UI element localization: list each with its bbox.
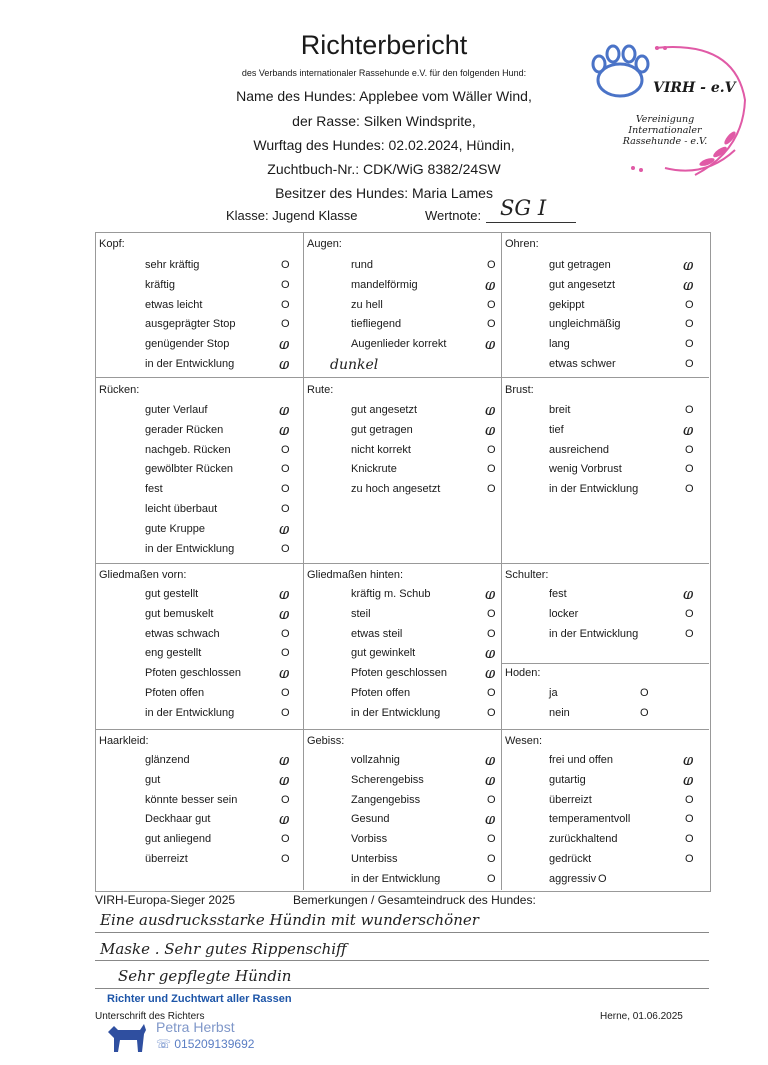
criterion-label: ja bbox=[549, 687, 558, 699]
criterion-label: wenig Vorbrust bbox=[549, 463, 622, 475]
grid-divider bbox=[95, 729, 709, 730]
checkbox-checked[interactable]: ⱷ bbox=[485, 810, 496, 828]
criterion-label: gut bemuskelt bbox=[145, 608, 214, 620]
criterion-label: Pfoten geschlossen bbox=[145, 667, 242, 679]
wertnote-line bbox=[486, 222, 576, 223]
section-title-haarkleid: Haarkleid: bbox=[99, 735, 149, 747]
checkbox-circle[interactable]: O bbox=[281, 707, 290, 719]
studbook-line: Zuchtbuch-Nr.: CDK/WiG 8382/24SW bbox=[267, 161, 501, 177]
criterion-label: gut angesetzt bbox=[549, 279, 616, 291]
criterion-label: Unterbiss bbox=[351, 853, 398, 865]
checkbox-circle[interactable]: O bbox=[487, 318, 496, 330]
sieger-label: VIRH-Europa-Sieger 2025 bbox=[95, 893, 236, 907]
section-title-gvorn: Gliedmaßen vorn: bbox=[99, 569, 187, 581]
criterion-label: tief bbox=[549, 424, 564, 436]
section-title-augen: Augen: bbox=[307, 238, 342, 250]
criterion-label: überreizt bbox=[549, 794, 592, 806]
criterion-label: könnte besser sein bbox=[145, 794, 238, 806]
checkbox-checked[interactable]: ⱷ bbox=[485, 644, 496, 662]
checkbox-circle[interactable]: O bbox=[487, 794, 496, 806]
criterion-label: lang bbox=[549, 338, 570, 350]
virh-logo bbox=[585, 40, 750, 180]
remark-3: Sehr gepflegte Hündin bbox=[118, 967, 292, 985]
checkbox-checked[interactable]: ⱷ bbox=[485, 771, 496, 789]
criterion-label: in der Entwicklung bbox=[351, 707, 441, 719]
stamp-phone-number: 015209139692 bbox=[174, 1037, 255, 1051]
criterion-label: rund bbox=[351, 259, 374, 271]
section-title-ruecken: Rücken: bbox=[99, 384, 140, 396]
section-title-ghinten: Gliedmaßen hinten: bbox=[307, 569, 403, 581]
checkbox-checked[interactable]: ⱷ bbox=[279, 585, 290, 603]
checkbox-checked[interactable]: ⱷ bbox=[279, 355, 290, 373]
remark-2: Maske . Sehr gutes Rippenschiff bbox=[100, 940, 347, 958]
criterion-label: in der Entwicklung bbox=[145, 707, 235, 719]
section-title-brust: Brust: bbox=[505, 384, 534, 396]
page-subtitle: des Verbands internationaler Rassehunde e.V. für den folgenden Hund: bbox=[241, 68, 527, 78]
checkbox-circle[interactable]: O bbox=[281, 279, 290, 291]
grid-divider bbox=[303, 232, 304, 890]
criterion-label: mandelförmig bbox=[351, 279, 418, 291]
criterion-label: eng gestellt bbox=[145, 647, 202, 659]
grid-divider bbox=[95, 563, 709, 564]
criterion-label: gedrückt bbox=[549, 853, 592, 865]
checkbox-circle[interactable]: O bbox=[487, 259, 496, 271]
klasse-label: Klasse: Jugend Klasse bbox=[226, 208, 358, 223]
criterion-label: gut getragen bbox=[549, 259, 611, 271]
paw-logo-icon bbox=[585, 40, 750, 180]
checkbox-circle[interactable]: O bbox=[685, 444, 694, 456]
checkbox-checked[interactable]: ⱷ bbox=[485, 401, 496, 419]
remark-line bbox=[95, 988, 709, 989]
criterion-label: gut anliegend bbox=[145, 833, 212, 845]
criterion-label: ausreichend bbox=[549, 444, 609, 456]
stamp-title: Richter und Zuchtwart aller Rassen bbox=[107, 993, 292, 1005]
checkbox-circle[interactable]: O bbox=[281, 647, 290, 659]
section-title-gebiss: Gebiss: bbox=[307, 735, 345, 747]
checkbox-circle[interactable]: O bbox=[487, 608, 496, 620]
checkbox-circle[interactable]: O bbox=[685, 833, 694, 845]
checkbox-checked[interactable]: ⱷ bbox=[485, 335, 496, 353]
criterion-label: tiefliegend bbox=[351, 318, 402, 330]
criterion-label: kräftig m. Schub bbox=[351, 588, 431, 600]
criterion-label: sehr kräftig bbox=[145, 259, 200, 271]
page-title: Richterbericht bbox=[300, 30, 468, 60]
checkbox-checked[interactable]: ⱷ bbox=[683, 751, 694, 769]
criterion-label: locker bbox=[549, 608, 579, 620]
checkbox-circle[interactable]: O bbox=[685, 813, 694, 825]
checkbox-circle[interactable]: O bbox=[685, 299, 694, 311]
checkbox-checked[interactable]: ⱷ bbox=[485, 751, 496, 769]
criterion-label: Augenlieder korrekt bbox=[351, 338, 447, 350]
checkbox-checked[interactable]: ⱷ bbox=[279, 401, 290, 419]
grid-divider bbox=[501, 232, 502, 890]
criterion-label: glänzend bbox=[145, 754, 190, 766]
logo-tagline-2: Internationaler bbox=[628, 125, 702, 136]
checkbox-circle[interactable]: O bbox=[281, 543, 290, 555]
grid-divider bbox=[95, 377, 709, 378]
checkbox-checked[interactable]: ⱷ bbox=[279, 520, 290, 538]
checkbox-circle[interactable]: O bbox=[487, 873, 496, 885]
remark-line bbox=[95, 960, 709, 961]
checkbox-circle[interactable]: O bbox=[487, 444, 496, 456]
checkbox-circle[interactable]: O bbox=[487, 707, 496, 719]
checkbox-checked[interactable]: ⱷ bbox=[279, 421, 290, 439]
dog-stamp-icon bbox=[104, 1020, 150, 1061]
criterion-label: Scherengebiss bbox=[351, 774, 424, 786]
checkbox-circle[interactable]: O bbox=[487, 833, 496, 845]
checkbox-circle[interactable]: O bbox=[685, 794, 694, 806]
section-title-hoden: Hoden: bbox=[505, 667, 541, 679]
checkbox-checked[interactable]: ⱷ bbox=[683, 771, 694, 789]
criterion-label: ungleichmäßig bbox=[549, 318, 621, 330]
stamp-name: Petra Herbst bbox=[156, 1019, 235, 1035]
checkbox-circle[interactable]: O bbox=[281, 503, 290, 515]
criterion-label: Pfoten offen bbox=[145, 687, 205, 699]
criterion-label: gut gestellt bbox=[145, 588, 199, 600]
criterion-label: in der Entwicklung bbox=[351, 873, 441, 885]
logo-tagline bbox=[610, 114, 720, 147]
criterion-label: in der Entwicklung bbox=[145, 358, 235, 370]
criterion-label: genügender Stop bbox=[145, 338, 230, 350]
dog-name-line: Name des Hundes: Applebee vom Wäller Wind, bbox=[236, 88, 532, 104]
criterion-label: nein bbox=[549, 707, 570, 719]
criterion-label: aggressiv bbox=[549, 873, 597, 885]
remark-1: Eine ausdrucksstarke Hündin mit wunderschöner bbox=[100, 911, 479, 929]
birth-line: Wurftag des Hundes: 02.02.2024, Hündin, bbox=[253, 137, 515, 153]
criterion-label: breit bbox=[549, 404, 571, 416]
bemerkungen-label: Bemerkungen / Gesamteindruck des Hundes: bbox=[293, 893, 536, 907]
criterion-label: in der Entwicklung bbox=[145, 543, 235, 555]
criterion-label: gutartig bbox=[549, 774, 586, 786]
wertnote-label: Wertnote: bbox=[425, 208, 482, 223]
criterion-label: in der Entwicklung bbox=[549, 628, 639, 640]
grid-divider bbox=[501, 663, 709, 664]
checkbox-circle[interactable]: O bbox=[281, 259, 290, 271]
criterion-label: Pfoten geschlossen bbox=[351, 667, 448, 679]
checkbox-checked[interactable]: ⱷ bbox=[279, 664, 290, 682]
criterion-label: guter Verlauf bbox=[145, 404, 208, 416]
checkbox-circle[interactable]: O bbox=[685, 404, 694, 416]
criterion-label: steil bbox=[351, 608, 371, 620]
checkbox-checked[interactable]: ⱷ bbox=[683, 256, 694, 274]
checkbox-circle[interactable]: O bbox=[487, 628, 496, 640]
criterion-label: frei und offen bbox=[549, 754, 614, 766]
criterion-label: Gesund bbox=[351, 813, 390, 825]
criterion-label: gut getragen bbox=[351, 424, 413, 436]
criterion-label: etwas steil bbox=[351, 628, 403, 640]
criterion-label: leicht überbaut bbox=[145, 503, 218, 515]
checkbox-circle[interactable]: O bbox=[281, 794, 290, 806]
logo-tagline-3: Rassehunde - e.V. bbox=[622, 136, 708, 147]
section-title-ohren: Ohren: bbox=[505, 238, 539, 250]
checkbox-circle[interactable]: O bbox=[281, 299, 290, 311]
checkbox-circle[interactable]: O bbox=[685, 853, 694, 865]
date-place: Herne, 01.06.2025 bbox=[600, 1011, 683, 1022]
section-title-rute: Rute: bbox=[307, 384, 334, 396]
criterion-label: vollzahnig bbox=[351, 754, 400, 766]
checkbox-checked[interactable]: ⱷ bbox=[485, 421, 496, 439]
checkbox-checked[interactable]: ⱷ bbox=[279, 751, 290, 769]
criterion-label: fest bbox=[145, 483, 163, 495]
checkbox-checked[interactable]: ⱷ bbox=[485, 276, 496, 294]
criterion-label: überreizt bbox=[145, 853, 188, 865]
criterion-label: zurückhaltend bbox=[549, 833, 618, 845]
checkbox-circle[interactable]: O bbox=[685, 338, 694, 350]
criterion-label: etwas schwach bbox=[145, 628, 220, 640]
checkbox-checked[interactable]: ⱷ bbox=[279, 771, 290, 789]
criterion-label: ausgeprägter Stop bbox=[145, 318, 236, 330]
criterion-label: Zangengebiss bbox=[351, 794, 421, 806]
checkbox-checked[interactable]: ⱷ bbox=[683, 585, 694, 603]
signature-label: Unterschrift des Richters bbox=[95, 1011, 205, 1022]
checkbox-circle[interactable]: O bbox=[281, 444, 290, 456]
logo-name: VIRH - e.V bbox=[653, 80, 736, 96]
checkbox-checked[interactable]: ⱷ bbox=[683, 276, 694, 294]
stamp-phone: ☏ 015209139692 bbox=[156, 1037, 255, 1051]
criterion-label: temperamentvoll bbox=[549, 813, 631, 825]
checkbox-circle[interactable]: O bbox=[487, 483, 496, 495]
criterion-label: fest bbox=[549, 588, 567, 600]
criterion-label: gut angesetzt bbox=[351, 404, 418, 416]
checkbox-checked[interactable]: ⱷ bbox=[485, 585, 496, 603]
section-title-wesen: Wesen: bbox=[505, 735, 543, 747]
criterion-label: gerader Rücken bbox=[145, 424, 224, 436]
criterion-label: zu hell bbox=[351, 299, 383, 311]
criterion-label: kräftig bbox=[145, 279, 175, 291]
checkbox-circle[interactable]: O bbox=[685, 358, 694, 370]
checkbox-circle[interactable]: O bbox=[685, 483, 694, 495]
criterion-label: gut bbox=[145, 774, 161, 786]
checkbox-checked[interactable]: ⱷ bbox=[485, 664, 496, 682]
checkbox-circle[interactable]: O bbox=[685, 628, 694, 640]
checkbox-checked[interactable]: ⱷ bbox=[279, 605, 290, 623]
checkbox-circle[interactable]: O bbox=[281, 833, 290, 845]
criterion-label: Knickrute bbox=[351, 463, 397, 475]
checkbox-circle[interactable]: O bbox=[487, 853, 496, 865]
checkbox-circle[interactable]: O bbox=[281, 483, 290, 495]
checkbox-circle[interactable]: O bbox=[487, 687, 496, 699]
checkbox-circle[interactable]: O bbox=[281, 463, 290, 475]
criterion-label: gute Kruppe bbox=[145, 523, 205, 535]
checkbox-checked[interactable]: ⱷ bbox=[683, 421, 694, 439]
criterion-label: Pfoten offen bbox=[351, 687, 411, 699]
remark-line bbox=[95, 932, 709, 933]
augen-note: dunkel bbox=[330, 357, 379, 373]
section-title-schulter: Schulter: bbox=[505, 569, 549, 581]
checkbox-circle[interactable]: O bbox=[487, 299, 496, 311]
criterion-label: gut gewinkelt bbox=[351, 647, 416, 659]
checkbox-circle[interactable]: O bbox=[281, 318, 290, 330]
breed-line: der Rasse: Silken Windsprite, bbox=[292, 113, 476, 129]
checkbox-circle[interactable]: O bbox=[685, 463, 694, 475]
checkbox-checked[interactable]: ⱷ bbox=[279, 810, 290, 828]
checkbox-circle[interactable]: O bbox=[487, 463, 496, 475]
checkbox-circle[interactable]: O bbox=[598, 873, 607, 885]
criterion-label: gekippt bbox=[549, 299, 585, 311]
criterion-label: nicht korrekt bbox=[351, 444, 411, 456]
criterion-label: Vorbiss bbox=[351, 833, 388, 845]
checkbox-circle[interactable]: O bbox=[640, 687, 649, 699]
logo-tagline-1: Vereinigung bbox=[635, 114, 695, 125]
checkbox-circle[interactable]: O bbox=[281, 687, 290, 699]
criterion-label: gewölbter Rücken bbox=[145, 463, 234, 475]
checkbox-checked[interactable]: ⱷ bbox=[279, 335, 290, 353]
checkbox-circle[interactable]: O bbox=[685, 318, 694, 330]
section-title-kopf: Kopf: bbox=[99, 238, 125, 250]
criterion-label: zu hoch angesetzt bbox=[351, 483, 441, 495]
checkbox-circle[interactable]: O bbox=[281, 628, 290, 640]
evaluation-grid bbox=[95, 232, 711, 892]
criterion-label: Deckhaar gut bbox=[145, 813, 211, 825]
criterion-label: in der Entwicklung bbox=[549, 483, 639, 495]
checkbox-circle[interactable]: O bbox=[640, 707, 649, 719]
checkbox-circle[interactable]: O bbox=[685, 608, 694, 620]
criterion-label: etwas schwer bbox=[549, 358, 616, 370]
wertnote-value: SG I bbox=[500, 196, 547, 220]
criterion-label: nachgeb. Rücken bbox=[145, 444, 231, 456]
checkbox-circle[interactable]: O bbox=[281, 853, 290, 865]
owner-line: Besitzer des Hundes: Maria Lames bbox=[275, 185, 493, 201]
criterion-label: etwas leicht bbox=[145, 299, 203, 311]
